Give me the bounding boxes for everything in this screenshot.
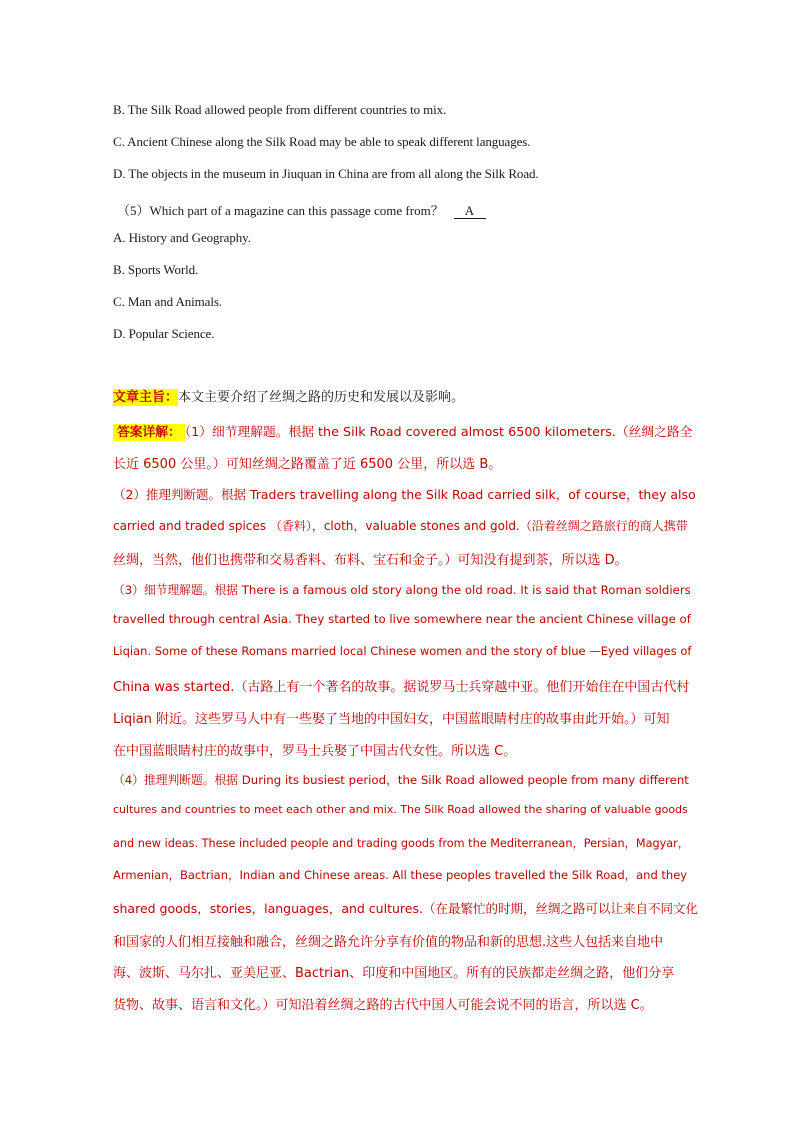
question-5 bbox=[117, 200, 486, 219]
theme-label: 文章主旨： bbox=[113, 390, 179, 405]
theme-text: 本文主要介绍了丝绸之路的历史和发展以及影响。 bbox=[178, 390, 465, 405]
explanation-line-12: （4）推理判断题。根据 During its busiest period，the Silk Road allowed people from many different bbox=[113, 773, 689, 787]
q4-option-c: C. Ancient Chinese along the Silk Road may be able to speak different languages. bbox=[113, 134, 531, 149]
q5-option-d: D. Popular Science. bbox=[113, 326, 215, 341]
q4-option-d: D. The objects in the museum in Jiuquan in China are from all along the Silk Road. bbox=[113, 166, 539, 181]
explanation-line-2: 长近 6500 公里。）可知丝绸之路覆盖了近 6500 公里，所以选 B。 bbox=[113, 457, 502, 472]
explanation-line-16: shared goods，stories，languages，and cultures.（在最繁忙的时期，丝绸之路可以让来自不同文化 bbox=[113, 901, 698, 916]
q5-option-a: A. History and Geography. bbox=[113, 230, 251, 245]
explanation-line-10: Liqian 附近。这些罗马人中有一些娶了当地的中国妇女，中国蓝眼睛村庄的故事由此开始。）可知 bbox=[113, 712, 670, 727]
explanation-line-7: travelled through central Asia. They started to live somewhere near the ancient Chinese village of bbox=[113, 612, 691, 626]
explanation-label: 答案详解： bbox=[113, 424, 185, 441]
explanation-line-14: and new ideas. These included people and trading goods from the Mediterranean，Persian，Magyar， bbox=[113, 837, 690, 850]
explanation-line-text: （1）细节理解题。根据 the Silk Road covered almost 6500 kilometers.（丝绸之路全 bbox=[184, 425, 693, 440]
explanation-line-1 bbox=[113, 421, 699, 440]
explanation-line-8: Liqian. Some of these Romans married local Chinese women and the story of blue —Eyed villages of bbox=[113, 644, 692, 658]
explanation-line-17: 和国家的人们相互接触和融合，丝绸之路允许分享有价值的物品和新的思想.这些人包括来自地中 bbox=[113, 935, 664, 950]
passage-theme bbox=[113, 386, 464, 405]
explanation-line-15: Armenian，Bactrian，Indian and Chinese areas. All these peoples travelled the Silk Road，and they bbox=[113, 868, 688, 882]
explanation-line-11: 在中国蓝眼睛村庄的故事中，罗马士兵娶了中国古代女性。所以选 C。 bbox=[113, 744, 517, 759]
explanation-line-3: （2）推理判断题。根据 Traders travelling along the Silk Road carried silk，of course，they also bbox=[113, 487, 696, 502]
explanation-line-9: China was started.（古路上有一个著名的故事。据说罗马士兵穿越中亚。他们开始住在中国古代村 bbox=[113, 680, 690, 695]
q5-option-c: C. Man and Animals. bbox=[113, 294, 222, 309]
explanation-line-5: 丝绸，当然，他们也携带和交易香料、布料、宝石和金子。）可知没有提到茶，所以选 D。 bbox=[113, 553, 628, 568]
question-5-answer-blank: A bbox=[454, 204, 486, 219]
q4-option-b: B. The Silk Road allowed people from different countries to mix. bbox=[113, 102, 447, 117]
question-5-text: （5）Which part of a magazine can this passage come from？ bbox=[117, 203, 444, 218]
explanation-line-19: 货物、故事、语言和文化。）可知沿着丝绸之路的古代中国人可能会说不同的语言，所以选 C。 bbox=[113, 998, 653, 1013]
explanation-line-4: carried and traded spices （香料），cloth，valuable stones and gold.（沿着丝绸之路旅行的商人携带 bbox=[113, 519, 688, 533]
explanation-line-6: （3）细节理解题。根据 There is a famous old story along the old road. It is said that Roman soldiers bbox=[113, 583, 691, 597]
explanation-line-18: 海、波斯、马尔扎、亚美尼亚、Bactrian、印度和中国地区。所有的民族都走丝绸之路，他们分享 bbox=[113, 966, 675, 981]
q5-option-b: B. Sports World. bbox=[113, 262, 199, 277]
explanation-line-13: cultures and countries to meet each other and mix. The Silk Road allowed the sharing of valuable goods bbox=[113, 803, 688, 816]
